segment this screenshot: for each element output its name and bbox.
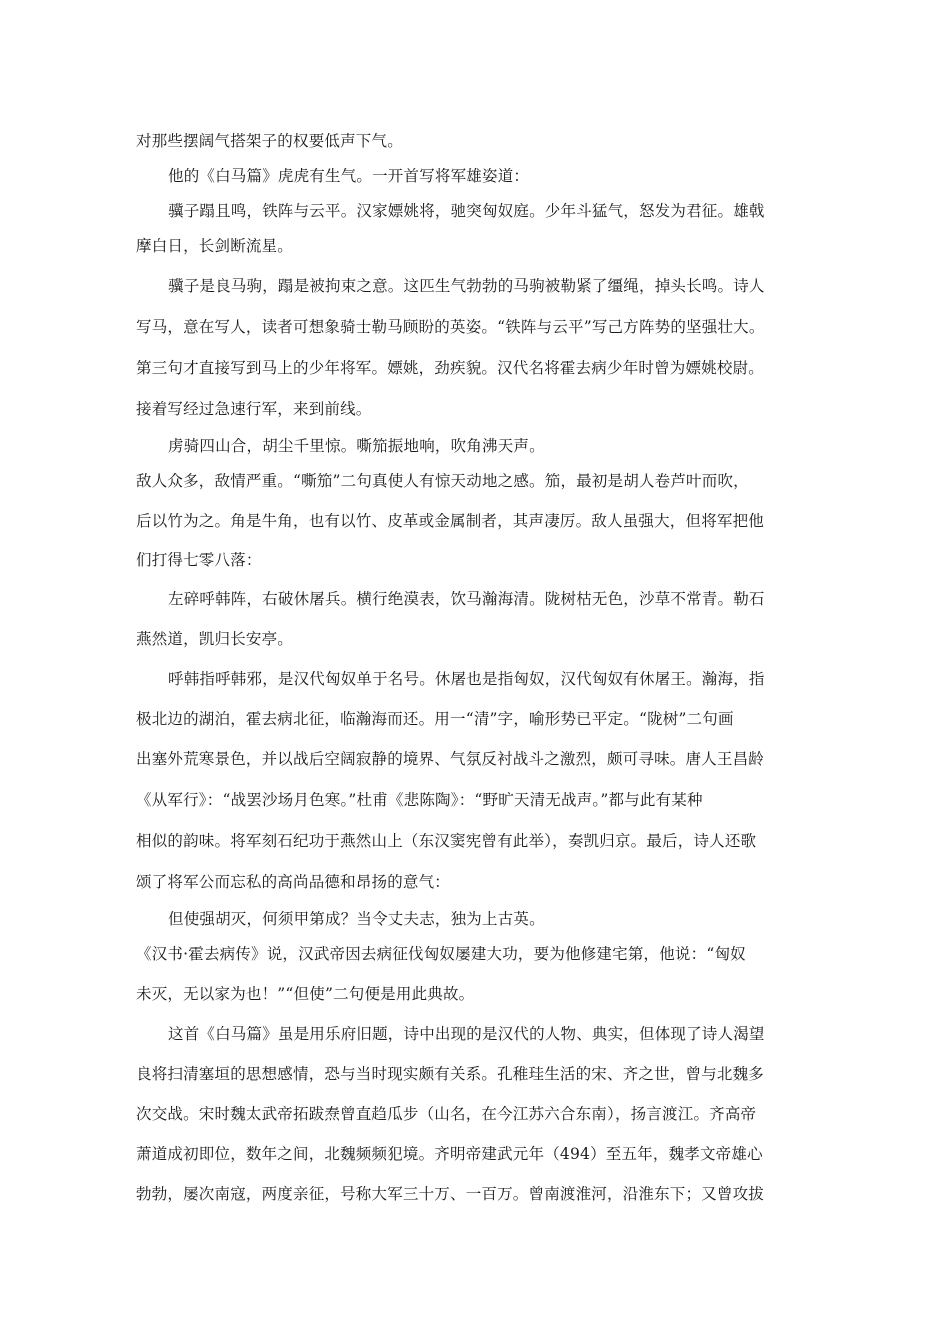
text-line: 呼韩指呼韩邪，是汉代匈奴单于名号。休屠也是指匈奴，汉代匈奴有休屠王。瀚海，指 — [168, 670, 765, 688]
text-line: 《汉书·霍去病传》说，汉武帝因去病征伐匈奴屡建大功，要为他修建宅第，他说：“匈奴 — [136, 945, 746, 963]
text-line: 次交战。宋时魏太武帝拓跋焘曾直趋瓜步（山名，在今江苏六合东南），扬言渡江。齐高帝 — [136, 1105, 757, 1123]
text-line: 极北边的湖泊，霍去病北征，临瀚海而还。用一“清”字，喻形势已平定。“陇树”二句画 — [136, 710, 734, 728]
text-line: 萧道成初即位，数年之间，北魏频频犯境。齐明帝建武元年（494）至五年，魏孝文帝雄心 — [136, 1145, 763, 1163]
poem-line: 虏骑四山合，胡尘千里惊。嘶笳振地响，吹角沸天声。 — [168, 437, 545, 455]
text-line: 他的《白马篇》虎虎有生气。一开首写将军雄姿道： — [168, 167, 530, 185]
text-line: 良将扫清塞垣的思想感情，恐与当时现实颇有关系。孔稚珪生活的宋、齐之世，曾与北魏多 — [136, 1065, 765, 1083]
poem-line: 左碎呼韩阵，右破休屠兵。横行绝漠表，饮马瀚海清。陇树枯无色，沙草不常青。勒石 — [168, 590, 765, 608]
text-line: 颂了将军公而忘私的高尚品德和昂扬的意气： — [136, 873, 451, 891]
text-line: 相似的韵味。将军刻石纪功于燕然山上（东汉窦宪曾有此举），奏凯归京。最后，诗人还歌 — [136, 832, 757, 850]
poem-line: 摩白日，长剑断流星。 — [136, 237, 294, 255]
poem-line: 燕然道，凯归长安亭。 — [136, 630, 294, 648]
text-line: 未灭，无以家为也！”“但使”二句便是用此典故。 — [136, 985, 475, 1003]
text-line: 勃勃，屡次南寇，两度亲征，号称大军三十万、一百万。曾南渡淮河，沿淮东下；又曾攻拔 — [136, 1185, 765, 1203]
text-line: 接着写经过急速行军，来到前线。 — [136, 400, 372, 418]
text-line: 《从军行》：“战罢沙场月色寒。”杜甫《悲陈陶》：“野旷天清无战声。”都与此有某种 — [136, 791, 703, 809]
text-line: 出塞外荒寒景色，并以战后空阔寂静的境界、气氛反衬战斗之激烈，颇可寻味。唐人王昌龄 — [136, 750, 765, 768]
text-line: 后以竹为之。角是牛角，也有以竹、皮革或金属制者，其声凄厉。敌人虽强大，但将军把他 — [136, 512, 765, 530]
text-line: 第三句才直接写到马上的少年将军。嫖姚，劲疾貌。汉代名将霍去病少年时曾为嫖姚校尉。 — [136, 359, 765, 377]
text-line: 敌人众多，敌情严重。“嘶笳”二句真使人有惊天动地之感。笳，最初是胡人卷芦叶而吹， — [136, 472, 749, 490]
poem-line: 但使强胡灭，何须甲第成？当令丈夫志，独为上古英。 — [168, 910, 545, 928]
text-line: 们打得七零八落： — [136, 551, 262, 569]
text-line: 骥子是良马驹，蹋是被拘束之意。这匹生气勃勃的马驹被勒紧了缰绳，掉头长鸣。诗人 — [168, 277, 765, 295]
poem-line: 骥子蹋且鸣，铁阵与云平。汉家嫖姚将，驰突匈奴庭。少年斗猛气，怒发为君征。雄戟 — [168, 202, 765, 220]
text-line: 对那些摆阔气搭架子的权要低声下气。 — [136, 132, 403, 150]
text-line: 这首《白马篇》虽是用乐府旧题，诗中出现的是汉代的人物、典实，但体现了诗人渴望 — [168, 1025, 765, 1043]
text-line: 写马，意在写人，读者可想象骑士勒马顾盼的英姿。“铁阵与云平”写己方阵势的坚强壮大。 — [136, 318, 765, 336]
